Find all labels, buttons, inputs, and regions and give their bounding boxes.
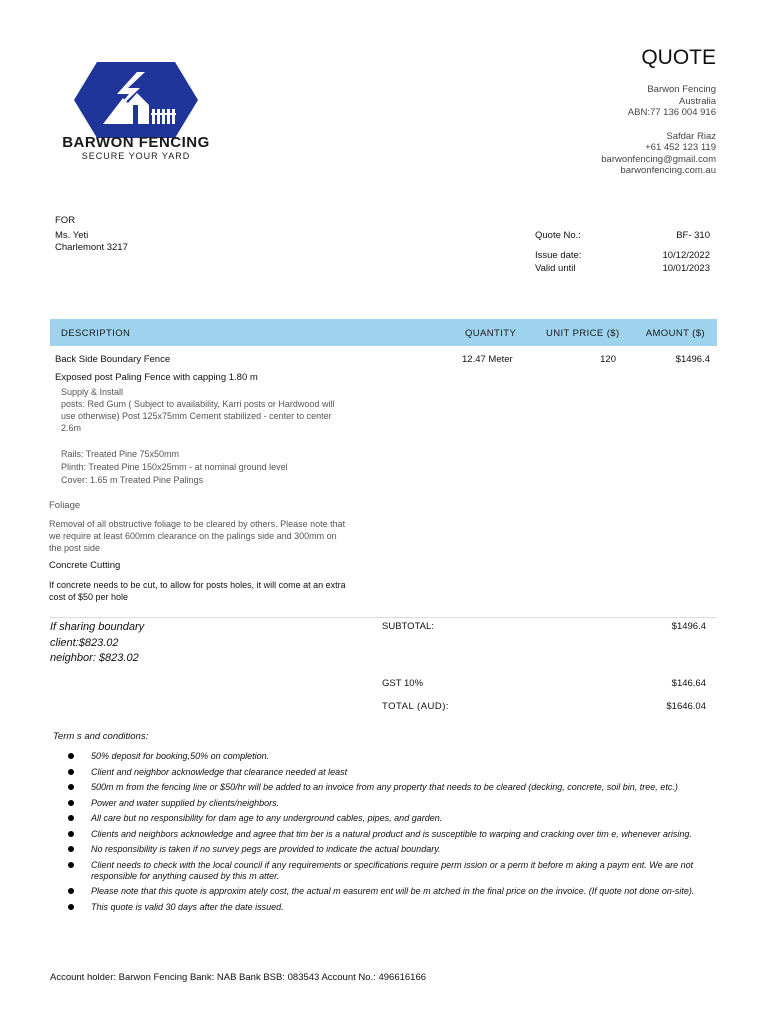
sharing-line-3: neighbor: $823.02: [50, 652, 139, 664]
bullet-icon: [68, 815, 74, 821]
quote-no-value: BF- 310: [676, 230, 710, 241]
company-abn: ABN:77 136 004 916: [627, 107, 716, 118]
gst-value: $146.64: [671, 678, 706, 689]
terms-item: [66, 886, 716, 897]
for-label: FOR: [55, 215, 76, 226]
client-address: Charlemont 3217: [55, 242, 128, 253]
gst-label: GST 10%: [382, 678, 424, 689]
terms-text: Clients and neighbors acknowledge and agree that tim ber is a natural product and is susceptible to warping and cracking over tim e, whenever arising.: [91, 828, 692, 839]
terms-text: 500m m from the fencing line or $50/hr will be added to an invoice from any property that needs to be cleared (decking, concrete, soil bin, tree, etc.): [91, 782, 678, 792]
company-info: [496, 84, 716, 177]
concrete-line-2: cost of $50 per hole: [49, 592, 129, 602]
company-website: barwonfencing.com.au: [620, 165, 716, 176]
brand-name: BARWON FENCING: [62, 134, 210, 151]
column-quantity: QUANTITY: [465, 328, 517, 339]
concrete-title: Concrete Cutting: [49, 560, 121, 571]
bullet-icon: [68, 784, 74, 790]
foliage-title: Foliage: [49, 500, 81, 511]
terms-title: Term s and conditions:: [53, 731, 149, 742]
terms-list: [66, 751, 716, 917]
company-email: barwonfencing@gmail.com: [601, 153, 716, 165]
total-label: TOTAL (AUD):: [382, 701, 450, 712]
terms-text: Client needs to check with the local council if any requirements or specifications require perm ission or a perm it before m aking a paym ent. We are not responsible for anything caused by this m atter.: [91, 859, 694, 881]
foliage-line-3: the post side: [49, 543, 101, 553]
sharing-line-2: client:$823.02: [50, 636, 119, 649]
terms-text: 50% deposit for booking,50% on completion.: [91, 751, 270, 761]
bullet-icon: [68, 888, 74, 894]
posts-line-1: posts: Red Gum ( Subject to availability, Karri posts or Hardwood will: [61, 399, 335, 409]
total-value: $1646.04: [666, 701, 706, 712]
plinth-line: Plinth: Treated Pine 150x25mm - at nominal ground level: [61, 462, 288, 472]
item-quantity: 12.47 Meter: [462, 354, 513, 365]
table-header: [50, 319, 717, 346]
issue-date-label: Issue date:: [535, 250, 582, 261]
bullet-icon: [68, 753, 74, 759]
valid-until-value: 10/01/2023: [662, 263, 710, 274]
posts-line-2: use otherwise) Post 125x75mm Cement stabilized - center to center: [61, 411, 332, 421]
item-unit-price: 120: [600, 354, 616, 365]
terms-item: [66, 798, 716, 809]
supply-line: Supply & Install: [61, 387, 124, 397]
concrete-line-1: If concrete needs to be cut, to allow for posts holes, it will come at an extra: [49, 580, 346, 590]
bullet-icon: [68, 769, 74, 775]
terms-item: [66, 813, 716, 824]
divider: [50, 617, 717, 618]
terms-text: Power and water supplied by clients/neighbors.: [91, 797, 280, 808]
valid-until-label: Valid until: [535, 263, 576, 274]
foliage-line-2: we require at least 600mm clearance on the palings side and 300mm on: [49, 531, 337, 541]
brand-tagline: SECURE YOUR YARD: [81, 151, 191, 161]
fence-heading: Exposed post Paling Fence with capping 1.80 m: [55, 372, 258, 383]
sharing-note: [50, 620, 144, 667]
terms-text: All care but no responsibility for dam age to any underground cables, pipes, and garden.: [91, 813, 443, 823]
rails-line: Rails: Treated Pine 75x50mm: [61, 449, 180, 459]
terms-item: [66, 829, 716, 840]
terms-item: [66, 860, 716, 882]
company-country: Australia: [679, 95, 716, 107]
item-amount: $1496.4: [675, 354, 710, 365]
terms-item: [66, 767, 716, 778]
bullet-icon: [68, 846, 74, 852]
column-unit-price: UNIT PRICE ($): [546, 328, 620, 339]
terms-item: [66, 751, 716, 762]
client-name: Ms. Yeti: [55, 230, 89, 241]
quote-no-label: Quote No.:: [535, 230, 581, 241]
terms-text: Client and neighbor acknowledge that clearance needed at least: [91, 766, 348, 777]
client-block: [55, 215, 128, 254]
posts-line-3: 2.6m: [61, 423, 82, 433]
foliage-line-1: Removal of all obstructive foliage to be cleared by others. Please note that: [49, 519, 346, 529]
subtotal-value: $1496.4: [671, 621, 706, 632]
terms-item: [66, 844, 716, 855]
terms-item: [66, 782, 716, 793]
bank-details: Account holder: Barwon Fencing Bank: NAB Bank BSB: 083543 Account No.: 496616166: [50, 972, 427, 983]
company-phone: +61 452 123 119: [645, 142, 716, 153]
document-title: QUOTE: [641, 46, 716, 69]
column-description: DESCRIPTION: [61, 328, 131, 339]
bullet-icon: [68, 800, 74, 806]
terms-text: This quote is valid 30 days after the date issued.: [91, 901, 284, 912]
issue-date-value: 10/12/2022: [662, 250, 710, 261]
company-name: Barwon Fencing: [647, 84, 716, 95]
terms-text: Please note that this quote is approxim ately cost, the actual m easurem ent will be m atched in the final price on the invoice. (If quote not done on-site).: [91, 886, 695, 896]
terms-text: No responsibility is taken if no survey pegs are provided to indicate the actual boundary.: [91, 844, 441, 854]
sharing-line-1: If sharing boundary: [50, 621, 145, 633]
company-contact: Safdar Riaz: [666, 130, 716, 142]
item-description: Back Side Boundary Fence: [55, 354, 171, 365]
bullet-icon: [68, 862, 74, 868]
subtotal-label: SUBTOTAL:: [382, 621, 434, 632]
cover-line: Cover: 1.65 m Treated Pine Palings: [61, 475, 204, 485]
bullet-icon: [68, 904, 74, 910]
bullet-icon: [68, 831, 74, 837]
terms-item: [66, 902, 716, 913]
column-amount: AMOUNT ($): [645, 328, 705, 339]
